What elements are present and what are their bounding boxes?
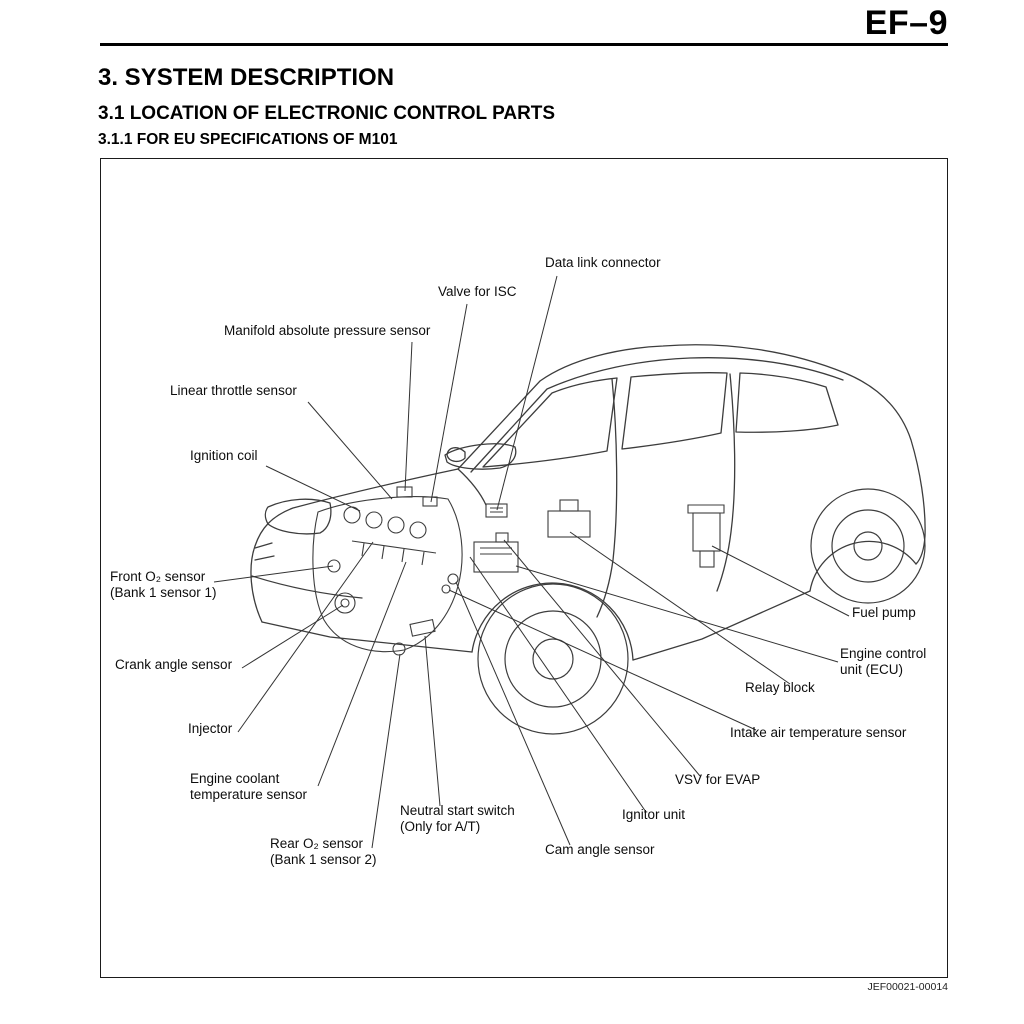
- data-link-connector-shape: [486, 504, 507, 517]
- map-sensor-shape: [397, 487, 412, 497]
- label-injector: [188, 721, 232, 737]
- label-text: (Bank 1 sensor 2): [270, 852, 377, 868]
- label-text: Relay block: [745, 680, 815, 695]
- ignition-coil-shape: [410, 522, 426, 538]
- label-text: Ignition coil: [190, 448, 258, 463]
- ignition-coil-shape: [366, 512, 382, 528]
- label-text: Cam angle sensor: [545, 842, 655, 857]
- label-text: VSV for EVAP: [675, 772, 761, 787]
- label-text: temperature sensor: [190, 787, 308, 803]
- label-text: (Bank 1 sensor 1): [110, 585, 217, 601]
- label-text: Crank angle sensor: [115, 657, 233, 672]
- label-text: Intake air temperature sensor: [730, 725, 907, 740]
- label-vsv-for-evap: [675, 772, 760, 788]
- label-text: Front O₂ sensor: [110, 569, 206, 584]
- label-text: Engine control: [840, 646, 927, 661]
- label-rear-o2-sensor: [270, 836, 377, 869]
- label-text: Manifold absolute pressure sensor: [224, 323, 431, 338]
- vsv-evap-shape: [496, 533, 508, 542]
- label-text: Neutral start switch: [400, 803, 515, 818]
- label-text: Rear O₂ sensor: [270, 836, 364, 851]
- ignition-coil-shape: [388, 517, 404, 533]
- isc-valve-shape: [423, 497, 437, 506]
- label-text: (Only for A/T): [400, 819, 481, 835]
- subsubsection-heading: 3.1.1 FOR EU SPECIFICATIONS OF M101: [98, 131, 398, 148]
- car-diagram: [100, 158, 948, 978]
- engine-block: [313, 497, 462, 652]
- label-text: Injector: [188, 721, 233, 736]
- engine-components: [313, 487, 724, 655]
- figure-code: JEF00021-00014: [867, 981, 948, 993]
- label-fuel-pump: [852, 605, 916, 621]
- label-valve-for-isc: [438, 284, 517, 300]
- label-linear-throttle-sensor: [170, 383, 297, 399]
- label-ignition-coil: [190, 448, 258, 464]
- label-relay-block: [745, 680, 815, 696]
- label-ignitor-unit: [622, 807, 685, 823]
- label-text: Data link connector: [545, 255, 661, 270]
- label-text: Linear throttle sensor: [170, 383, 297, 398]
- relay-block-shape: [548, 511, 590, 537]
- label-text: Valve for ISC: [438, 284, 517, 299]
- iat-sensor-shape: [442, 585, 450, 593]
- label-engine-control-unit: [840, 646, 926, 679]
- section-heading: 3. SYSTEM DESCRIPTION: [98, 64, 395, 91]
- label-front-o2-sensor: [110, 569, 217, 602]
- label-text: Fuel pump: [852, 605, 916, 620]
- label-cam-angle-sensor: [545, 842, 655, 858]
- label-text: Ignitor unit: [622, 807, 686, 822]
- label-text: Engine coolant: [190, 771, 280, 786]
- label-data-link-connector: [545, 255, 661, 271]
- label-intake-air-temperature-sensor: [730, 725, 906, 741]
- leader-lines: [214, 276, 849, 848]
- label-engine-coolant-temperature-sensor: [190, 771, 307, 804]
- page-number: EF–9: [864, 4, 948, 42]
- label-text: unit (ECU): [840, 662, 904, 678]
- ecu-shape: [474, 542, 518, 572]
- label-crank-angle-sensor: [115, 657, 232, 673]
- label-neutral-start-switch: [400, 803, 515, 836]
- header-rule: [100, 43, 948, 46]
- subsection-heading: 3.1 LOCATION OF ELECTRONIC CONTROL PARTS: [98, 103, 556, 124]
- fuel-pump-shape: [688, 505, 724, 513]
- label-manifold-absolute-pressure-sensor: [224, 323, 430, 339]
